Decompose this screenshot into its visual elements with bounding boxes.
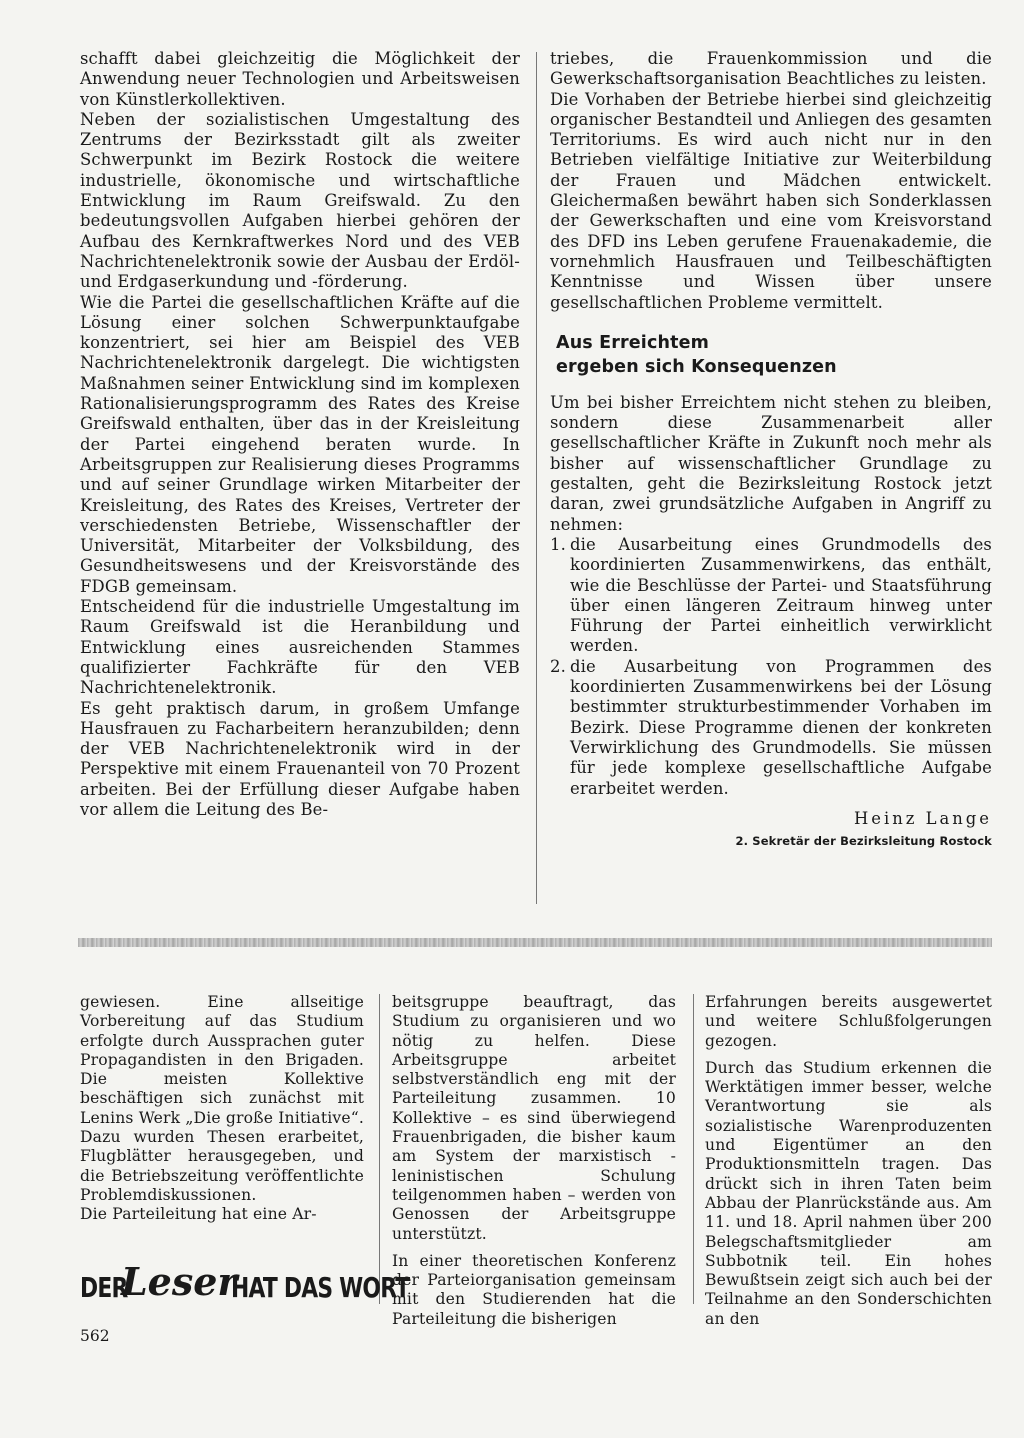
masthead-left: DER [80,1270,128,1304]
list-item [550,535,992,657]
article-column-top-right [550,49,992,849]
column-rule [536,52,537,904]
paragraph: beitsgruppe beauftragt, das Studium zu organisieren und wo nötig zu helfen. Diese Arbeitsgruppe arbeitet selbstverständlich eng mit der Parteileitung zusammen. 10 Kollektive – es sind überwiegend Frauenbrigaden, die bisher kaum am System der marxistisch - leninistischen Schulung teilgenommen haben – werden von Genossen der Arbeitsgruppe unterstützt. [392,993,676,1243]
paragraph: Die Vorhaben der Betriebe hierbei sind gleichzeitig organischer Bestandteil und Anliegen des gesamten Territoriums. Es wird auch nicht nur in den Betrieben vielfältige Initiative zur Weiterbildung der Frauen und Mädchen entwickelt. Gleichermaßen bewährt haben sich Sonderklassen der Gewerkschaften und eine vom Kreisvorstand des DFD ins Leben gerufene Frauenakademie, die vornehmlich Hausfrauen und Teilbeschäftigten Kenntnisse und Wissen über unsere gesellschaftlichen Probleme vermittelt. [550,89,992,312]
list-item [550,657,992,799]
author-role: 2. Sekretär der Bezirksleitung Rostock [735,834,992,849]
paragraph: Durch das Studium erkennen die Werktätigen immer besser, welche Verantwortung sie als sozialistische Warenproduzenten und Eigentümer an den Produktionsmitteln tragen. Das drückt sich in ihren Taten beim Abbau der Planrückstände aus. Am 11. und 18. April nahmen über 200 Belegschaftsmitglieder am Subbotnik teil. Ein hohes Bewußtsein zeigt sich auch bei der Teilnahme an den Sonderschichten an den [705,1058,992,1328]
section-heading-line-2: ergeben sich Konsequenzen [556,356,837,377]
paragraph: schafft dabei gleichzeitig die Möglichkeit der Anwendung neuer Technologien und Arbeitsweisen von Künstlerkollektiven. [80,49,520,109]
section-masthead [80,1258,410,1312]
list-text: die Ausarbeitung von Programmen des koordinierten Zusammenwirkens bei der Lösung bestimmter strukturbestimmender Vorhaben im Bezirk. Diese Programme dienen der konkreten Verwirklichung des Grundmodells. Sie müssen für jede komplexe gesellschaftliche Aufgabe erarbeitet werden. [570,656,992,798]
paragraph: Die Parteileitung hat eine Ar- [80,1205,317,1224]
paragraph: gewiesen. Eine allseitige Vorbereitung auf das Studium erfolgte durch Aussprachen guter Propagandisten in den Brigaden. Die meisten Kollektive beschäftigen sich zunächst mit Lenins Werk „Die große Initiative“. Dazu wurden Thesen erarbeitet, Flugblätter herausgegeben, und die Betriebszeitung veröffentlichte Problemdiskussionen. [80,993,364,1204]
column-rule [379,994,380,1304]
paragraph: In einer theoretischen Konferenz der Parteiorganisation gemeinsam mit den Studierenden hat die Parteileitung die bisherigen [392,1251,676,1328]
section-heading-line-1: Aus Erreichtem [556,332,709,353]
list-number: 1. [550,534,566,554]
paragraph: Um bei bisher Erreichtem nicht stehen zu bleiben, sondern diese Zusammenarbeit aller gesellschaftlicher Kräfte in Zukunft noch mehr als bisher auf wissenschaftlicher Grundlage zu gestalten, geht die Bezirksleitung Rostock jetzt daran, zwei grundsätzliche Aufgaben in Angriff zu nehmen: [550,392,992,534]
author-name: Heinz Lange [853,808,992,828]
numbered-list [550,535,992,799]
page-number: 562 [80,1327,110,1345]
paragraph: Wie die Partei die gesellschaftlichen Kräfte auf die Lösung einer solchen Schwerpunktaufgabe konzentriert, sei hier am Beispiel des VEB Nachrichtenelektronik dargelegt. Die wichtigsten Maßnahmen seiner Entwicklung sind im komplexen Rationalisierungsprogramm des Rates des Kreise Greifswald enthalten, über das in der Kreisleitung der Partei eingehend beraten wurde. In Arbeitsgruppen zur Realisierung dieses Programms und auf seiner Grundlage wirken Mitarbeiter der Kreisleitung, des Rates des Kreises, Vertreter der verschiedensten Betriebe, Wissenschaftler der Universität, Mitarbeiter der Volksbildung, des Gesundheitswesens und der Kreisvorstände des FDGB gemeinsam. [80,292,520,596]
list-text: die Ausarbeitung eines Grundmodells des koordinierten Zusammenwirkens, das enthält, wie die Beschlüsse der Partei- und Staatsführung über einen längeren Zeitraum hinweg unter Führung der Partei einheitlich verwirklicht werden. [570,534,992,656]
masthead-script: Leser [120,1258,238,1304]
paragraph: Erfahrungen bereits ausgewertet und weitere Schlußfolgerungen gezogen. [705,993,992,1050]
paragraph: Es geht praktisch darum, in großem Umfange Hausfrauen zu Facharbeitern heranzubilden; denn der VEB Nachrichtenelektronik wird in der Perspektive mit einem Frauenanteil von 70 Prozent arbeiten. Bei der Erfüllung dieser Aufgabe haben vor allem die Leitung des Be- [80,698,520,819]
masthead-right: HAT DAS WORT [231,1270,410,1304]
article-column-bottom-3 [705,993,992,1329]
section-divider [78,938,992,947]
paragraph: Entscheidend für die industrielle Umgestaltung im Raum Greifswald ist die Heranbildung und Entwicklung eines ausreichenden Stammes qualifizierter Fachkräfte für den VEB Nachrichtenelektronik. [80,597,520,698]
article-column-top-left [80,49,520,820]
section-heading [556,331,992,379]
paragraph: triebes, die Frauenkommission und die Gewerkschaftsorganisation Beachtliches zu leisten. [550,49,992,89]
article-column-bottom-1 [80,993,364,1225]
column-rule [693,994,694,1304]
paragraph: Neben der sozialistischen Umgestaltung des Zentrums der Bezirksstadt gilt als zweiter Schwerpunkt im Bezirk Rostock die weitere industrielle, ökonomische und wirtschaftliche Entwicklung im Raum Greifswald. Zu den bedeutungsvollen Aufgaben hierbei gehören der Aufbau des Kernkraftwerkes Nord und des VEB Nachrichtenelektronik sowie der Ausbau der Erdöl- und Erdgaserkundung und -förderung. [80,109,520,292]
list-number: 2. [550,656,566,676]
article-column-bottom-2 [392,993,676,1329]
